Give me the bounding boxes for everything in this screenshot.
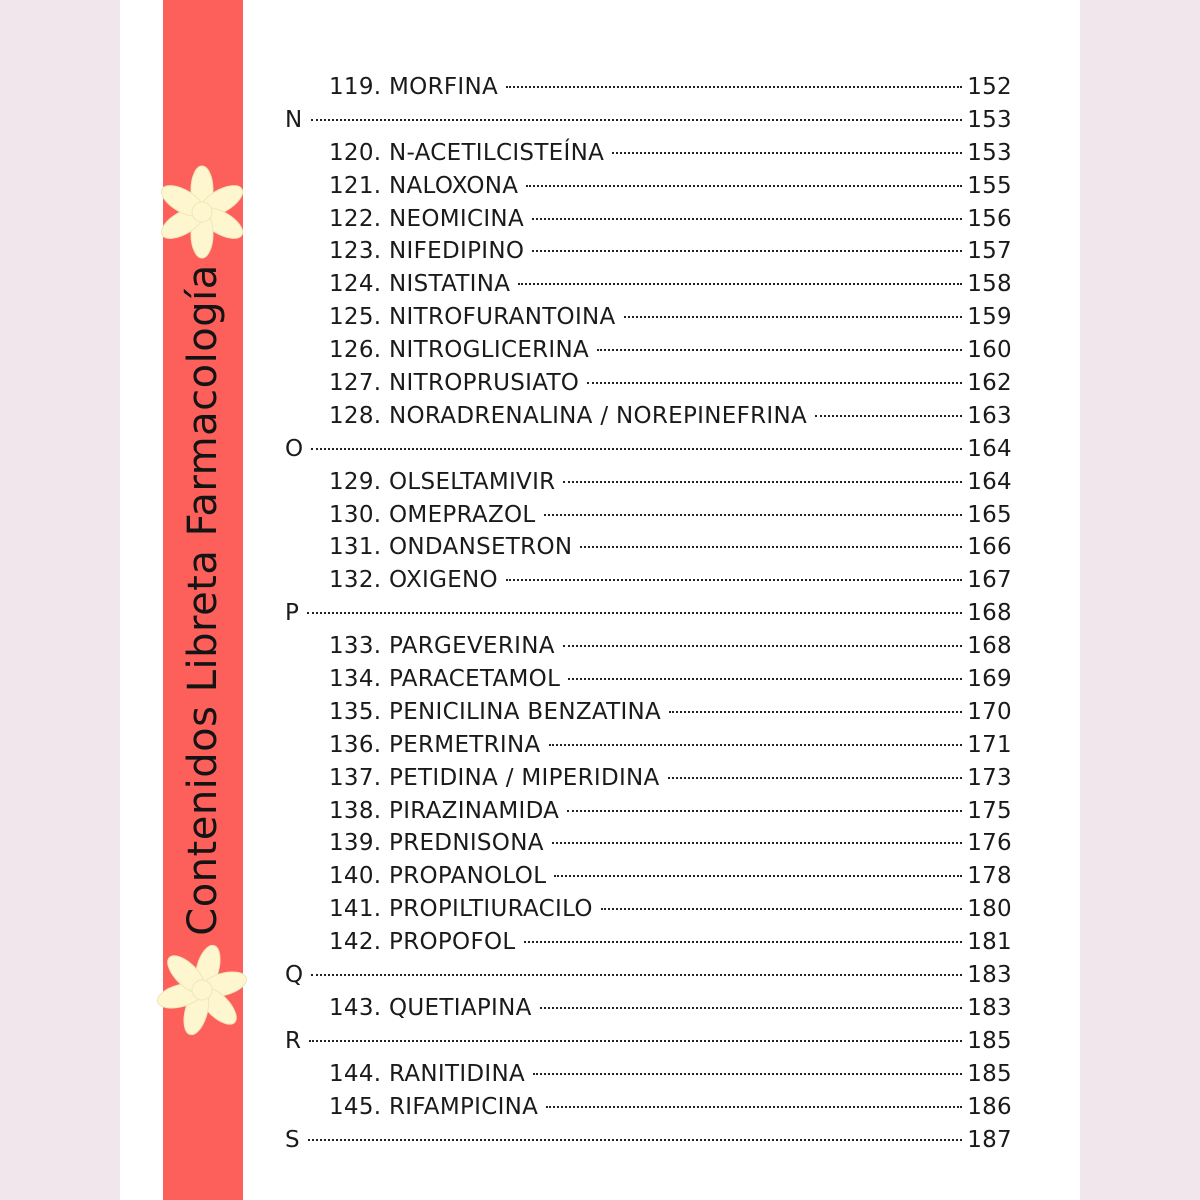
toc-entry-label: S <box>285 1126 300 1153</box>
toc-entry <box>285 1058 1012 1091</box>
toc-page-number: 171 <box>967 731 1012 758</box>
toc-entry-label: 135. PENICILINA BENZATINA <box>329 698 662 725</box>
dot-leader <box>309 1040 962 1042</box>
toc-page-number: 176 <box>967 830 1012 857</box>
toc-entry-label: 138. PIRAZINAMIDA <box>329 797 560 824</box>
dot-leader <box>815 415 962 417</box>
toc-entry-label: P <box>285 600 300 627</box>
dot-leader <box>554 875 962 877</box>
toc-entry-label: 126. NITROGLICERINA <box>329 337 590 364</box>
toc-entry-label: O <box>285 435 304 462</box>
toc-entry <box>285 762 1012 795</box>
toc-entry-label: 132. OXIGENO <box>329 567 498 594</box>
toc-entry <box>285 400 1012 433</box>
dot-leader <box>311 448 962 450</box>
toc-entry <box>285 203 1012 236</box>
toc-page-number: 186 <box>967 1093 1012 1120</box>
toc-entry <box>285 367 1012 400</box>
dot-leader <box>544 514 963 516</box>
dot-leader <box>532 250 962 252</box>
toc-entry-label: 128. NORADRENALINA / NOREPINEFRINA <box>329 402 808 429</box>
toc-entry-label: 124. NISTATINA <box>329 271 511 298</box>
toc-page-number: 168 <box>967 600 1012 627</box>
toc-entry-label: R <box>285 1027 302 1054</box>
dot-leader <box>669 711 962 713</box>
dot-leader <box>307 612 962 614</box>
dot-leader <box>540 1007 963 1009</box>
toc-letter-heading <box>285 959 1012 992</box>
flower-icon <box>152 940 252 1040</box>
toc-page-number: 187 <box>967 1126 1012 1153</box>
toc-entry-label: 143. QUETIAPINA <box>329 994 532 1021</box>
dot-leader <box>563 481 962 483</box>
dot-leader <box>552 842 962 844</box>
toc-entry-label: 122. NEOMICINA <box>329 205 524 232</box>
toc-entry <box>285 992 1012 1025</box>
toc-entry <box>285 893 1012 926</box>
toc-entry-label: 139. PREDNISONA <box>329 830 544 857</box>
toc-page-number: 183 <box>967 962 1012 989</box>
toc-entry-label: 140. PROPANOLOL <box>329 863 547 890</box>
dot-leader <box>568 678 962 680</box>
toc-entry-label: 141. PROPILTIURACILO <box>329 896 593 923</box>
toc-entry <box>285 696 1012 729</box>
toc-page-number: 181 <box>967 929 1012 956</box>
toc-page-number: 163 <box>967 402 1012 429</box>
toc-page-number: 164 <box>967 468 1012 495</box>
toc-entry <box>285 499 1012 532</box>
toc-page-number: 160 <box>967 337 1012 364</box>
toc-page-number: 169 <box>967 666 1012 693</box>
toc-entry <box>285 170 1012 203</box>
toc-entry-label: 134. PARACETAMOL <box>329 666 561 693</box>
toc-entry <box>285 137 1012 170</box>
toc-entry <box>285 71 1012 104</box>
dot-leader <box>532 218 962 220</box>
dot-leader <box>311 119 963 121</box>
toc-page-number: 168 <box>967 633 1012 660</box>
toc-page-number: 178 <box>967 863 1012 890</box>
toc-entry-label: Q <box>285 962 304 989</box>
toc-entry-label: 129. OLSELTAMIVIR <box>329 468 556 495</box>
toc-page-number: 180 <box>967 896 1012 923</box>
dot-leader <box>546 1106 962 1108</box>
toc-entry <box>285 926 1012 959</box>
dot-leader <box>612 152 962 154</box>
toc-letter-heading <box>285 1124 1012 1157</box>
toc-entry <box>285 531 1012 564</box>
toc-page-number: 185 <box>967 1060 1012 1087</box>
toc-entry <box>285 630 1012 663</box>
dot-leader <box>567 810 962 812</box>
toc-entry <box>285 268 1012 301</box>
dot-leader <box>601 908 962 910</box>
toc-entry-label: 127. NITROPRUSIATO <box>329 370 580 397</box>
toc-entry <box>285 827 1012 860</box>
dot-leader <box>563 645 962 647</box>
dot-leader <box>533 1073 962 1075</box>
dot-leader <box>624 316 963 318</box>
toc-entry <box>285 334 1012 367</box>
toc-entry-label: 121. NALOXONA <box>329 172 519 199</box>
toc-page-number: 167 <box>967 567 1012 594</box>
dot-leader <box>668 777 963 779</box>
toc-entry-label: 142. PROPOFOL <box>329 929 516 956</box>
toc-letter-heading <box>285 104 1012 137</box>
toc-page-number: 158 <box>967 271 1012 298</box>
toc-entry-label: 136. PERMETRINA <box>329 731 541 758</box>
toc-entry <box>285 466 1012 499</box>
toc-entry-label: 144. RANITIDINA <box>329 1060 526 1087</box>
dot-leader <box>308 1139 962 1141</box>
toc-letter-heading <box>285 1025 1012 1058</box>
toc-page-number: 170 <box>967 698 1012 725</box>
toc-entry-label: 145. RIFAMPICINA <box>329 1093 539 1120</box>
toc-entry-label: N <box>285 106 303 133</box>
dot-leader <box>587 382 962 384</box>
toc-entry-label: 130. OMEPRAZOL <box>329 501 536 528</box>
toc-page-number: 153 <box>967 106 1012 133</box>
toc-entry <box>285 729 1012 762</box>
toc-entry-label: 133. PARGEVERINA <box>329 633 555 660</box>
dot-leader <box>506 579 962 581</box>
flower-icon <box>152 162 252 262</box>
toc-entry-label: 131. ONDANSETRON <box>329 534 573 561</box>
toc-page-number: 152 <box>967 74 1012 100</box>
toc-page-number: 155 <box>967 172 1012 199</box>
toc-entry-label: 119. MORFINA <box>329 74 499 100</box>
toc-page-number: 173 <box>967 764 1012 791</box>
toc-entry-label: 120. N-ACETILCISTEÍNA <box>329 139 605 166</box>
dot-leader <box>506 86 962 88</box>
dot-leader <box>311 974 962 976</box>
toc-entry <box>285 860 1012 893</box>
toc-entry <box>285 301 1012 334</box>
toc-page-number: 185 <box>967 1027 1012 1054</box>
toc-entry <box>285 663 1012 696</box>
toc-page-number: 157 <box>967 238 1012 265</box>
toc-entry <box>285 235 1012 268</box>
toc-page-number: 164 <box>967 435 1012 462</box>
toc-page-number: 183 <box>967 994 1012 1021</box>
toc-page-number: 159 <box>967 304 1012 331</box>
toc-entry <box>285 564 1012 597</box>
dot-leader <box>518 283 962 285</box>
toc-page-number: 153 <box>967 139 1012 166</box>
dot-leader <box>526 185 962 187</box>
dot-leader <box>597 349 962 351</box>
toc-entry <box>285 1091 1012 1124</box>
toc-letter-heading <box>285 597 1012 630</box>
table-of-contents <box>285 71 1012 1156</box>
toc-page-number: 162 <box>967 370 1012 397</box>
toc-page-number: 175 <box>967 797 1012 824</box>
toc-letter-heading <box>285 433 1012 466</box>
dot-leader <box>524 941 963 943</box>
toc-entry-label: 123. NIFEDIPINO <box>329 238 525 265</box>
dot-leader <box>580 546 962 548</box>
toc-page-number: 165 <box>967 501 1012 528</box>
dot-leader <box>549 744 963 746</box>
toc-entry-label: 125. NITROFURANTOINA <box>329 304 616 331</box>
toc-entry-label: 137. PETIDINA / MIPERIDINA <box>329 764 660 791</box>
sidebar-title: Contenidos Libreta Farmacología <box>180 264 226 936</box>
toc-entry <box>285 795 1012 828</box>
toc-page-number: 166 <box>967 534 1012 561</box>
toc-page-number: 156 <box>967 205 1012 232</box>
